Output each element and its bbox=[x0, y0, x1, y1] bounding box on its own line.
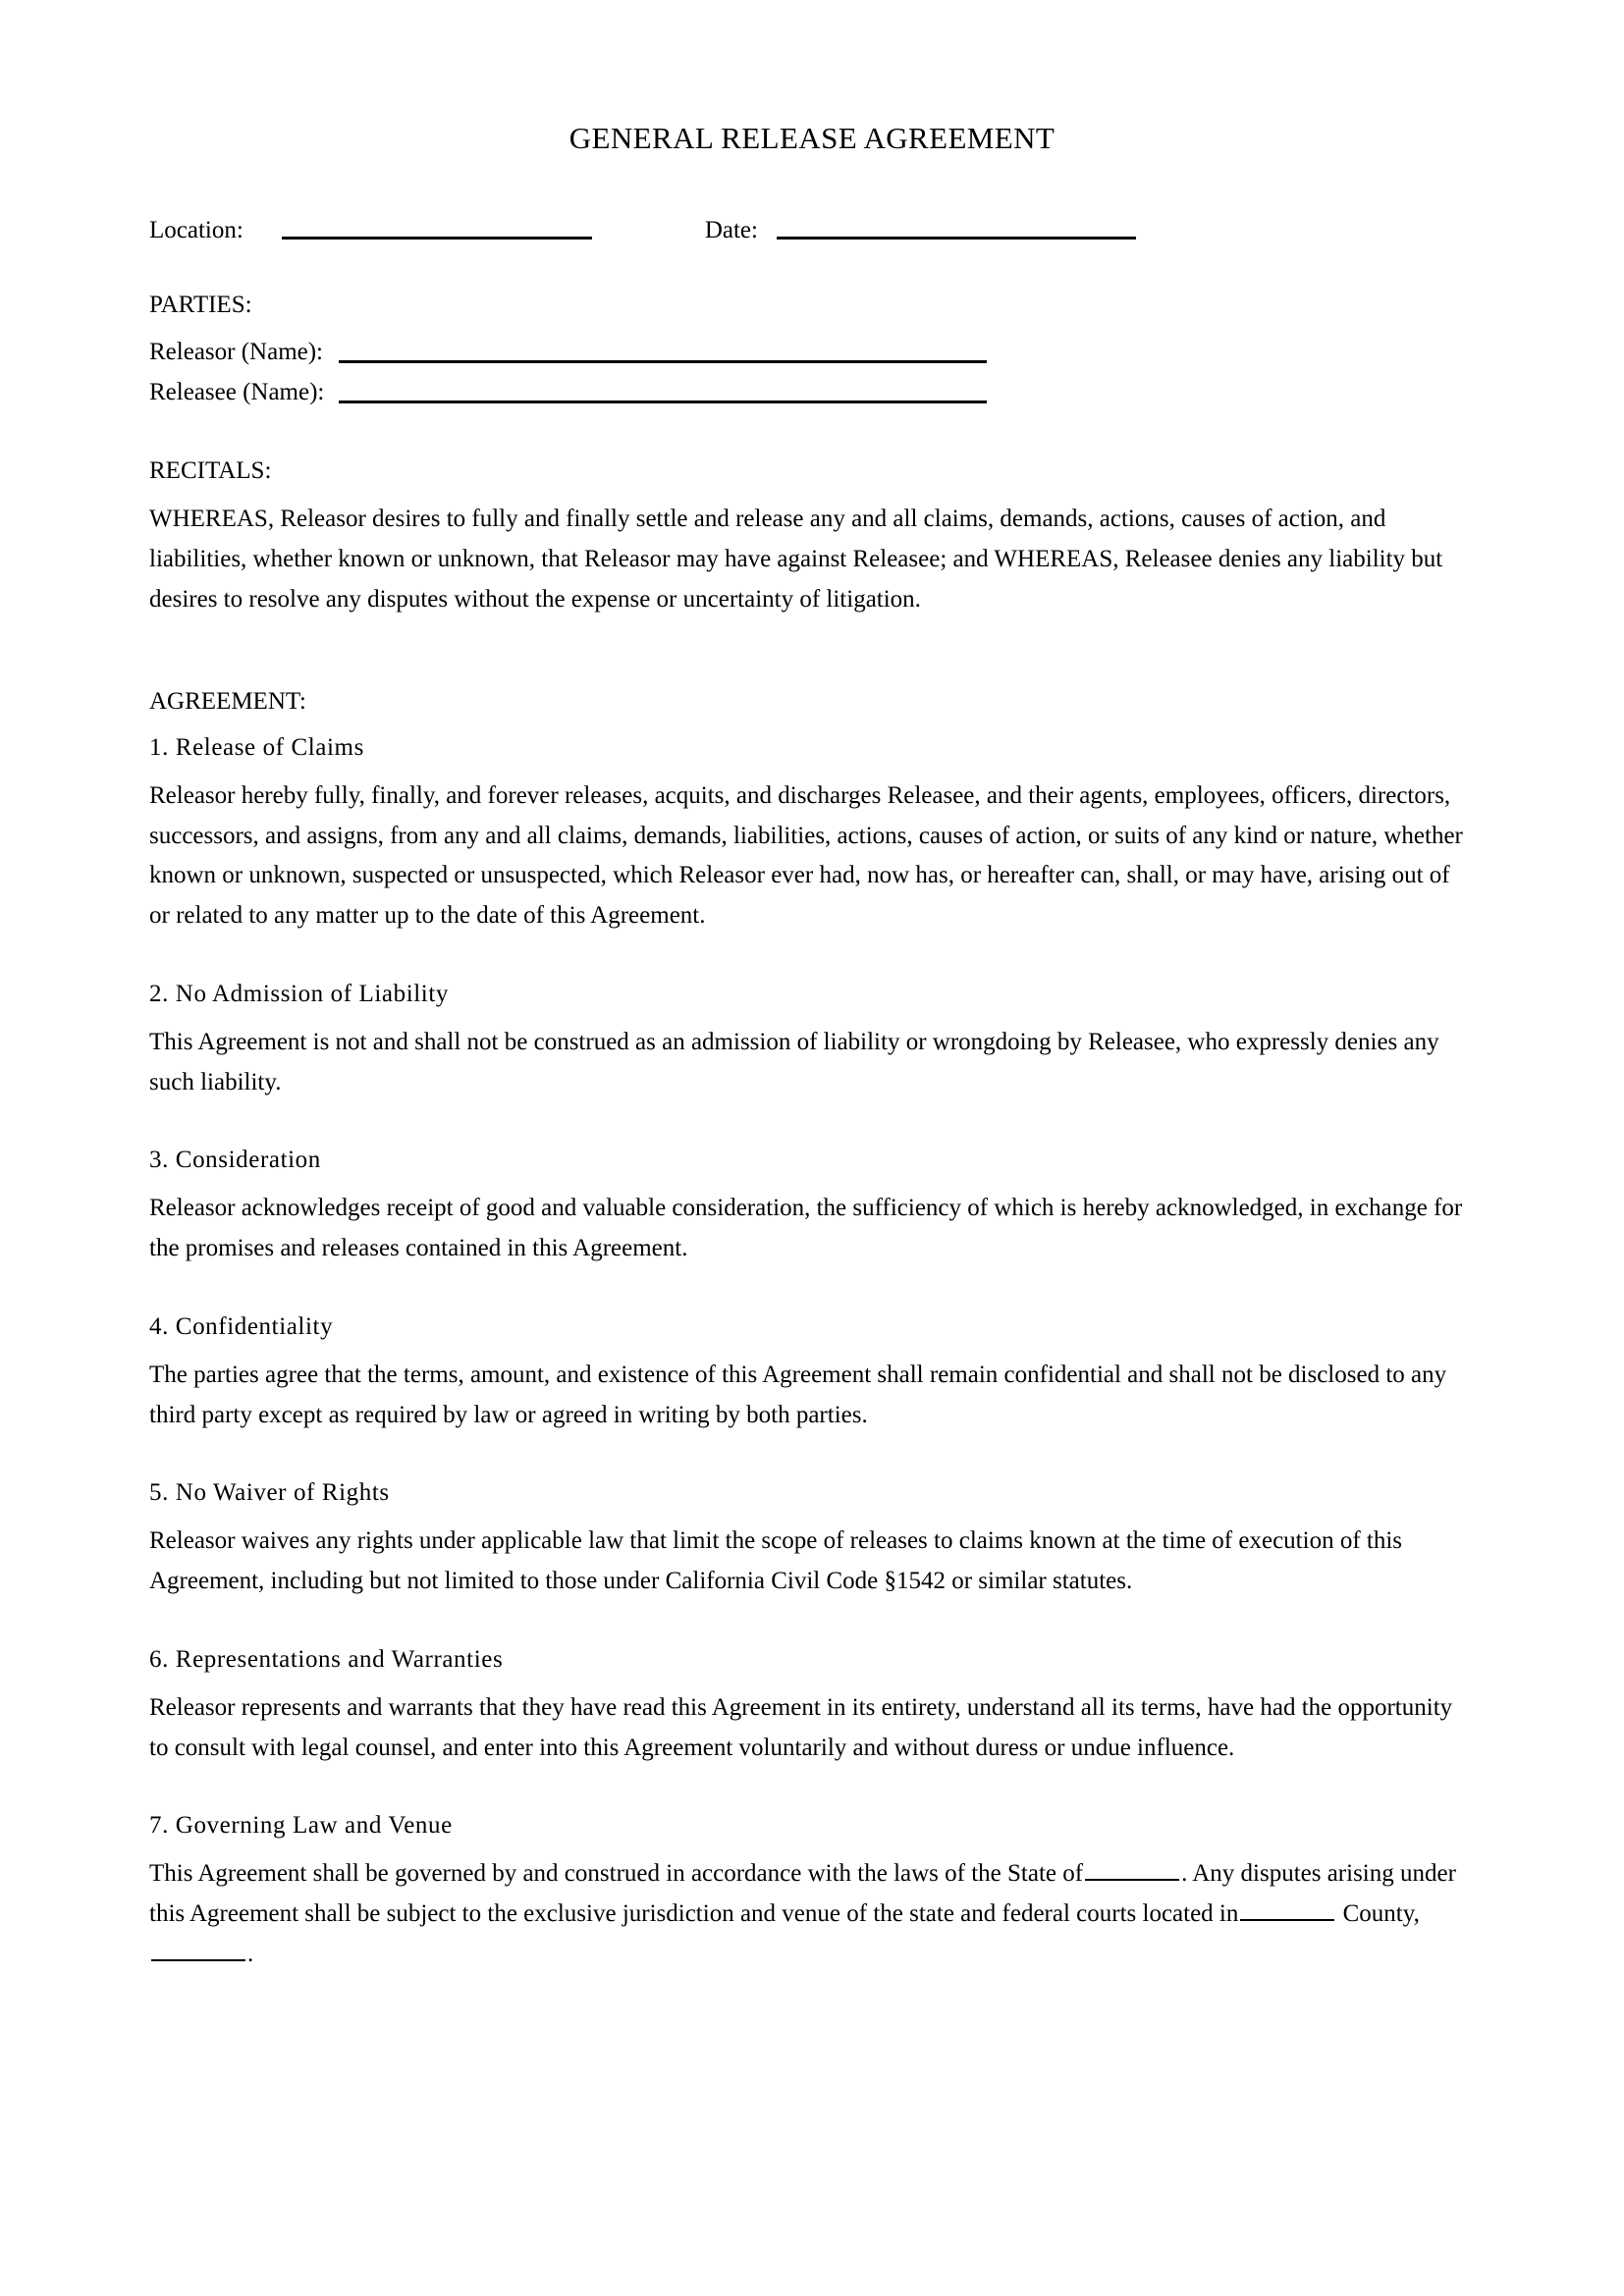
clause-2-body: This Agreement is not and shall not be construed as an admission of liability or wrongdoing by Releasee, who expressly denies any such liability. bbox=[149, 1028, 1439, 1095]
clause-7-title: 7. Governing Law and Venue bbox=[149, 1812, 453, 1840]
date-label: Date: bbox=[704, 216, 758, 243]
clause-7-text-3: County, bbox=[1342, 1900, 1420, 1928]
county-blank[interactable] bbox=[1240, 1899, 1334, 1921]
releasor-input-line[interactable] bbox=[339, 360, 987, 363]
location-field bbox=[149, 217, 592, 244]
parties-heading: PARTIES: bbox=[149, 292, 252, 319]
document-content bbox=[149, 0, 1475, 1975]
releasee-row bbox=[149, 375, 1475, 406]
agreement-heading: AGREEMENT: bbox=[149, 688, 306, 716]
clause-1-title: 1. Release of Claims bbox=[149, 733, 364, 761]
recitals-body: WHEREAS, Releasor desires to fully and finally settle and release any and all claims, demands, actions, causes of action, and liabilities, whether known or unknown, that Releasor may have against Releasee; and WHEREAS, Releasee denies any liability but desires to resolve any disputes without the expense or uncertainty of litigation. bbox=[149, 506, 1443, 613]
clause-5-body: Releasor waives any rights under applicable law that limit the scope of releases to claims known at the time of execution of this Agreement, including but not limited to those under California Civil Code §1542 or similar statutes. bbox=[149, 1527, 1403, 1595]
clause-2-title: 2. No Admission of Liability bbox=[149, 980, 449, 1007]
clause-4-title: 4. Confidentiality bbox=[149, 1312, 334, 1340]
clause-3-body: Releasor acknowledges receipt of good and valuable consideration, the sufficiency of which is hereby acknowledged, in exchange for the promises and releases contained in this Agreement. bbox=[149, 1195, 1463, 1262]
clause-6-title: 6. Representations and Warranties bbox=[149, 1645, 504, 1673]
clause-7-body bbox=[149, 1854, 1475, 1974]
releasor-row bbox=[149, 335, 1475, 366]
clause-7-text-2: . Any disputes arising under this Agreement shall be subject to the exclusive jurisdiction and venue of the state and federal courts located in bbox=[149, 1860, 1456, 1928]
state-blank[interactable] bbox=[1085, 1859, 1179, 1881]
page-title: GENERAL RELEASE AGREEMENT bbox=[568, 121, 1056, 155]
header-fields-row bbox=[149, 210, 1475, 243]
location-label: Location: bbox=[149, 216, 244, 243]
clause-5-title: 5. No Waiver of Rights bbox=[149, 1479, 390, 1507]
clause-4-body: The parties agree that the terms, amount, and existence of this Agreement shall remain confidential and shall not be disclosed to any third party except as required by law or agreed in writing by both parties. bbox=[149, 1361, 1447, 1428]
recitals-heading: RECITALS: bbox=[149, 456, 272, 484]
releasee-label: Releasee (Name): bbox=[149, 379, 325, 406]
clause-7-text-4: . bbox=[247, 1940, 254, 1967]
date-field bbox=[705, 217, 1136, 244]
location-input-line[interactable] bbox=[282, 237, 592, 240]
clause-6-body: Releasor represents and warrants that they have read this Agreement in its entirety, understand all its terms, have had the opportunity to consult with legal counsel, and enter into this Agreement voluntarily and without duress or undue influence. bbox=[149, 1693, 1453, 1761]
releasor-label: Releasor (Name): bbox=[149, 339, 324, 366]
clause-3-title: 3. Consideration bbox=[149, 1147, 321, 1174]
releasee-input-line[interactable] bbox=[339, 400, 987, 403]
venue-state-blank[interactable] bbox=[151, 1940, 245, 1961]
clause-7-text-1: This Agreement shall be governed by and construed in accordance with the laws of the State of bbox=[149, 1860, 1084, 1888]
clause-1-body: Releasor hereby fully, finally, and forever releases, acquits, and discharges Releasee, and their agents, employees, officers, directors, successors, and assigns, from any and all claims, demands, liabilities, actions, causes of action, or suits of any kind or nature, whether known or unknown, suspected or unsuspected, which Releasor ever had, now has, or hereafter can, shall, or may have, arising out of or related to any matter up to the date of this Agreement. bbox=[149, 781, 1463, 930]
date-input-line[interactable] bbox=[777, 237, 1136, 240]
